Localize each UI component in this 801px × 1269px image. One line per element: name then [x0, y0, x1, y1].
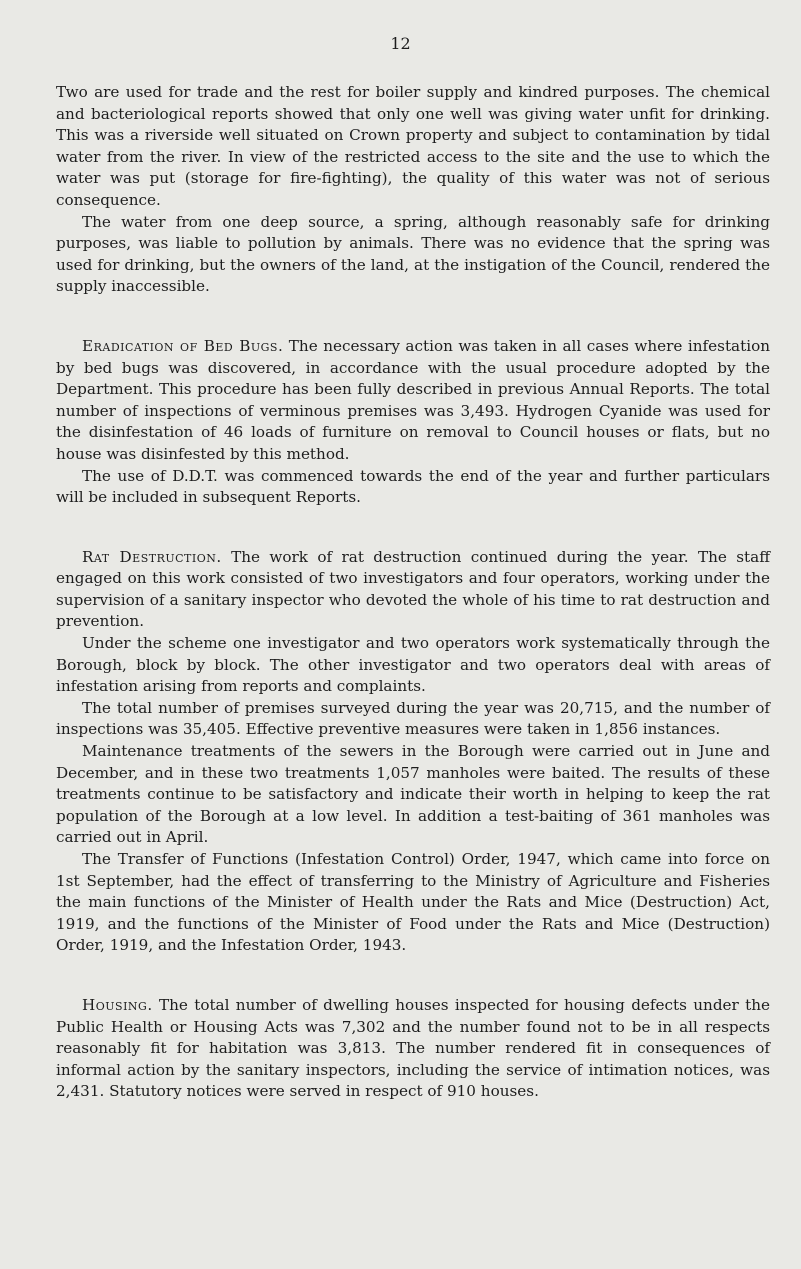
section-housing [56, 995, 770, 1103]
paragraph [56, 336, 770, 466]
section-water-supply [56, 82, 770, 298]
section-heading: Rat Destruction. [82, 547, 222, 566]
section-bed-bugs [56, 336, 770, 509]
paragraph: Two are used for trade and the rest for boiler supply and kindred purposes. The chemical and bacteriological reports showed that only one well was giving water unfit for drinking. This was a riverside well situated on Crown property and subject to contamination by tidal water from the river. In view of the restricted access to the site and the use to which the water was put (storage for fire-fighting), the quality of this water was not of serious consequence. [56, 83, 770, 209]
page-number: 12 [390, 34, 411, 53]
paragraph: The total number of premises surveyed during the year was 20,715, and the number of inspections was 35,405. Effective preventive measures were taken in 1,856 instances. [56, 698, 770, 739]
paragraph: The Transfer of Functions (Infestation Control) Order, 1947, which came into force on 1st September, had the effect of transferring to the Ministry of Agriculture and Fisheries the main functions of the Minister of Health under the Rats and Mice (Destruction) Act, 1919, and the functions of the Minister of Food under the Rats and Mice (Destruction) Order, 1919, and the Infestation Order, 1943. [56, 850, 770, 955]
paragraph [56, 995, 770, 1103]
paragraph-text: The total number of dwelling houses inspected for housing defects under the Public Health or Housing Acts was 7,302 and the number found not to be in all respects reasonably fit for habitation was 3,813. The number rendered fit in consequences of informal action by the sanitary inspectors, including the service of intimation notices, was 2,431. Statutory notices were served in respect of 910 houses. [56, 995, 770, 1101]
section-rat-destruction [56, 547, 770, 957]
section-heading: Housing. [82, 995, 153, 1014]
paragraph-text: The work of rat destruction continued during the year. The staff engaged on this work consisted of two investigators and four operators, working under the supervision of a sanitary inspector who devoted the whole of his time to rat destruction and prevention. [56, 547, 770, 631]
paragraph: Under the scheme one investigator and two operators work systematically through the Borough, block by block. The other investigator and two operators deal with areas of infestation arising from reports and complaints. [56, 634, 770, 696]
paragraph-text: The necessary action was taken in all cases where infestation by bed bugs was discovered, in accordance with the usual procedure adopted by the Department. This procedure has been fully described in previous Annual Reports. The total number of inspections of verminous premises was 3,493. Hydrogen Cyanide was used for the disinfestation of 46 loads of furniture on removal to Council houses or flats, but no house was disinfested by this method. [56, 336, 770, 463]
section-heading: Eradication of Bed Bugs. [82, 336, 284, 355]
paragraph [56, 547, 770, 633]
paragraph: The use of D.D.T. was commenced towards the end of the year and further particulars will be included in subsequent Reports. [56, 466, 770, 507]
paragraph: The water from one deep source, a spring, although reasonably safe for drinking purposes, was liable to pollution by animals. There was no evidence that the spring was used for drinking, but the owners of the land, at the instigation of the Council, rendered the supply inaccessible. [56, 212, 770, 296]
paragraph: Maintenance treatments of the sewers in the Borough were carried out in June and December, and in these two treatments 1,057 manholes were baited. The results of these treatments continue to be satisfactory and indicate their worth in helping to keep the rat population of the Borough at a low level. In addition a test-baiting of 361 manholes was carried out in April. [56, 742, 770, 847]
page-content [56, 82, 770, 1103]
